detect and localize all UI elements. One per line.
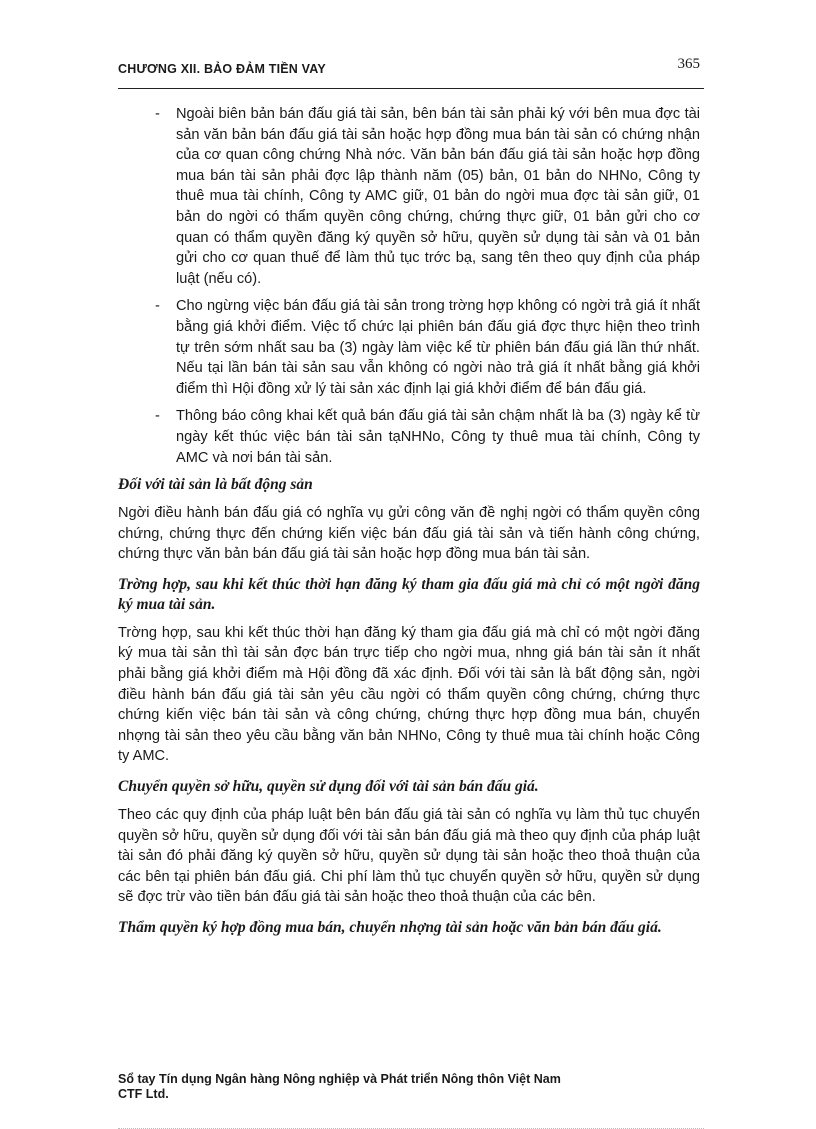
section-heading: Chuyển quyền sở hữu, quyền sử dụng đối với tài sản bán đấu giá.	[118, 778, 539, 796]
chapter-title: CHƯƠNG XII. BẢO ĐẢM TIỀN VAY	[118, 62, 326, 76]
page-footer	[118, 1072, 704, 1102]
section-paragraph: Theo các quy định của pháp luật bên bán đấu giá tài sản có nghĩa vụ làm thủ tục chuyển quyền sở hữu, quyền sử dụng đối với tài sản bán đấu giá mà theo quy định của pháp luật tài sản đó phải đăng ký quyền sở hữu, quyền sử dụng tài sản hoặc theo thoả thuận của các bên tại phiên bán đấu giá. Chi phí làm thủ tục chuyển quyền sở hữu, quyền sử dụng sẽ đợc trừ vào tiền bán đấu giá tài sản hoặc theo thoả thuận của các bên.	[118, 807, 700, 906]
page-header	[118, 52, 704, 89]
footer-title: Sổ tay Tín dụng Ngân hàng Nông nghiệp và Phát triển Nông thôn Việt Nam	[118, 1072, 561, 1086]
page-content	[118, 104, 700, 946]
bullet-text: Thông báo công khai kết quả bán đấu giá tài sản chậm nhất là ba (3) ngày kể từ ngày kết thúc việc bán tài sản tạNHNo, Công ty thuê mua tài chính, Công ty AMC và nơi bán tài sản.	[176, 408, 700, 466]
bullet-text: Ngoài biên bản bán đấu giá tài sản, bên bán tài sản phải ký với bên mua đợc tài sản văn bản bán đấu giá tài sản hoặc hợp đồng mua bán tài sản có chứng nhận của cơ quan công chứng Nhà nớc. Văn bản bán đấu giá tài sản hoặc hợp đồng mua bán tài sản phải đợc lập thành năm (05) bản, 01 bản do NHNo, Công ty thuê mua tài chính, Công ty AMC giữ, 01 bản do ngời mua đợc tài sản giữ, 01 bản do ngời có thẩm quyền công chứng, chứng thực giữ, 01 bản gửi cho cơ quan có thẩm quyền đăng ký quyền sở hữu, quyền sử dụng tài sản và 01 bản gửi cho cơ quan thuế để làm thủ tục trớc bạ, sang tên theo quy định của pháp luật (nếu có).	[176, 106, 700, 287]
bullet-marker: -	[155, 298, 160, 315]
section-heading: Đối với tài sản là bất động sản	[118, 476, 313, 494]
bullet-item	[118, 406, 700, 468]
bullet-marker: -	[155, 408, 160, 425]
bullet-item	[118, 104, 700, 289]
bullet-item	[118, 296, 700, 399]
bullet-list	[118, 104, 700, 468]
section-paragraph: Ngời điều hành bán đấu giá có nghĩa vụ gửi công văn đề nghị ngời có thẩm quyền công chứng, chứng thực đến chứng kiến việc bán đấu giá tài sản và tiến hành công chứng, chứng thực văn bản bán đấu giá tài sản hoặc hợp đồng mua bán tài sản.	[118, 505, 700, 563]
page-number: 365	[677, 56, 700, 72]
footer-company: CTF Ltd.	[118, 1087, 169, 1101]
section-paragraph: Trờng hợp, sau khi kết thúc thời hạn đăng ký tham gia đấu giá mà chỉ có một ngời đăng ký mua tài sản thì tài sản đợc bán trực tiếp cho ngời mua, nhng giá bán tài sản ít nhất phải bằng giá khởi điểm mà Hội đồng đã xác định. Đối với tài sản là bất động sản, ngời điều hành bán đấu giá tài sản yêu cầu ngời có thẩm quyền công chứng, chứng thực chứng kiến việc bán tài sản và công chứng, chứng thực hợp đồng mua bán, chuyển nhợng tài sản theo yêu cầu bằng văn bản NHNo, Công ty thuê mua tài chính hoặc Công ty AMC.	[118, 624, 700, 765]
section-heading: Thẩm quyền ký hợp đồng mua bán, chuyển nhợng tài sản hoặc văn bản bán đấu giá.	[118, 919, 662, 936]
bullet-marker: -	[155, 106, 160, 122]
section-heading: Trờng hợp, sau khi kết thúc thời hạn đăng ký tham gia đấu giá mà chỉ có một ngời đăng ký mua tài sản.	[118, 575, 700, 613]
bullet-text: Cho ngừng việc bán đấu giá tài sản trong trờng hợp không có ngời trả giá ít nhất bằng giá khởi điểm. Việc tổ chức lại phiên bán đấu giá đợc thực hiện theo trình tự trên sớm nhất sau ba (3) ngày làm việc kể từ phiên bán đấu giá lần thứ nhất. Nếu tại lần bán tài sản sau vẫn không có ngời nào trả giá ít nhất bằng giá khởi điểm thì Hội đồng xử lý tài sản xác định lại giá khởi điểm để bán đấu giá.	[176, 298, 700, 397]
